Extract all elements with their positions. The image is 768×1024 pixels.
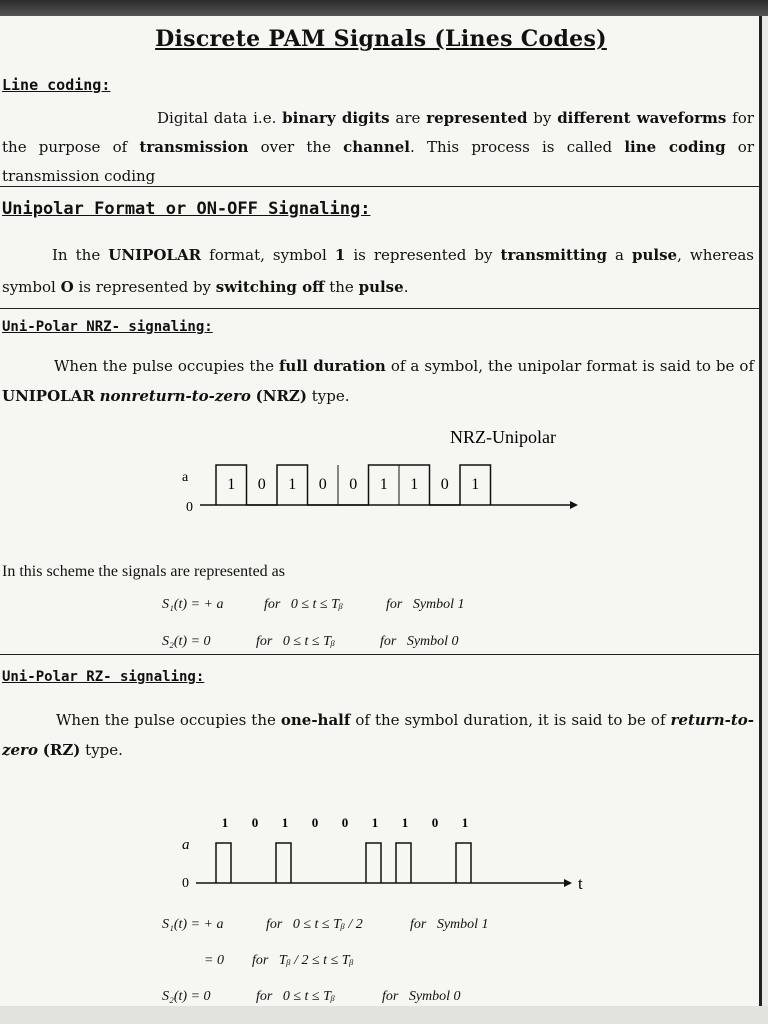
nrz-bit-label: 0 — [349, 476, 358, 493]
rz-level-a-label: a — [182, 837, 190, 853]
scan-edge-bottom — [0, 1006, 768, 1024]
nrz-pulse-group — [216, 465, 491, 505]
rz-pulse — [366, 843, 381, 883]
section-nrz — [0, 308, 762, 654]
nrz-level-0-label: 0 — [186, 500, 193, 515]
nrz-eq1-range: for 0 ≤ t ≤ Tᵦ — [264, 597, 343, 612]
rz-pulse — [216, 843, 231, 883]
nrz-bit-label: 0 — [318, 476, 327, 493]
rz-pulse — [456, 843, 471, 883]
nrz-eq1-lhs: S₁(t) = + a — [162, 597, 224, 612]
nrz-waveform-diagram — [170, 427, 600, 519]
heading-nrz: Uni-Polar NRZ- signaling: — [2, 319, 213, 335]
rz-pulse-group — [216, 815, 471, 883]
document-page — [0, 16, 762, 1006]
rz-bit-label: 0 — [341, 815, 349, 830]
nrz-eq1-symbol: for Symbol 1 — [386, 597, 465, 612]
nrz-scheme-intro: In this scheme the signals are represented as — [2, 563, 286, 580]
rz-waveform-diagram — [178, 815, 598, 901]
heading-unipolar: Unipolar Format or ON-OFF Signaling: — [2, 199, 371, 219]
rz-eq1-symbol: for Symbol 1 — [410, 917, 489, 932]
rz-pulse — [276, 843, 291, 883]
nrz-eq2-lhs: S₂(t) = 0 — [162, 634, 211, 649]
nrz-bit-label: 0 — [440, 476, 449, 493]
rz-bit-label: 0 — [251, 815, 259, 830]
section-unipolar — [0, 186, 762, 308]
nrz-bit-label: 0 — [257, 476, 266, 493]
paragraph-rz: When the pulse occupies the one-half of the symbol duration, it is said to be of return-to-zero (RZ) type. — [2, 711, 754, 759]
rz-bit-label: 0 — [431, 815, 439, 830]
rz-eq2-lhs: S₂(t) = 0 — [162, 989, 211, 1004]
rz-bit-label: 1 — [281, 815, 289, 830]
nrz-eq2-symbol: for Symbol 0 — [380, 634, 459, 649]
rz-bit-label: 1 — [371, 815, 379, 830]
rz-eq1-range: for 0 ≤ t ≤ Tᵦ / 2 — [266, 917, 363, 932]
paragraph-nrz: When the pulse occupies the full duration of a symbol, the unipolar format is said to be of UNIPOLAR nonreturn-to-zero (NRZ) type. — [2, 357, 754, 405]
nrz-bit-label: 1 — [379, 476, 388, 493]
rz-eq2-symbol: for Symbol 0 — [382, 989, 461, 1004]
scan-edge-top — [0, 0, 768, 16]
rz-level-0-label: 0 — [182, 876, 189, 891]
nrz-bit-label: 1 — [410, 476, 419, 493]
paragraph-line-coding: Digital data i.e. binary digits are represented by different waveforms for the purpose of transmission over the channel. This process is called line coding or transmission coding — [2, 109, 754, 185]
rz-eq2-range: for 0 ≤ t ≤ Tᵦ — [256, 989, 335, 1004]
nrz-bit-label: 1 — [471, 476, 480, 493]
heading-rz: Uni-Polar RZ- signaling: — [2, 669, 205, 685]
nrz-diagram-label: NRZ-Unipolar — [450, 427, 556, 447]
page-title: Discrete PAM Signals (Lines Codes) — [155, 26, 607, 52]
nrz-bit-label: 1 — [288, 476, 297, 493]
rz-eq1-lhs: S₁(t) = + a — [162, 917, 224, 932]
rz-eq1b-range: for Tᵦ / 2 ≤ t ≤ Tᵦ — [252, 953, 354, 968]
paragraph-unipolar: In the UNIPOLAR format, symbol 1 is represented by transmitting a pulse, whereas symbol O is represented by switching off the pulse. — [2, 246, 754, 296]
section-rz — [0, 654, 762, 1006]
rz-axis-label: t — [578, 874, 583, 893]
rz-bit-label: 1 — [221, 815, 229, 830]
nrz-bit-label: 1 — [227, 476, 236, 493]
nrz-eq2-range: for 0 ≤ t ≤ Tᵦ — [256, 634, 335, 649]
rz-eq1b-lhs: = 0 — [204, 953, 224, 968]
rz-bit-label: 0 — [311, 815, 319, 830]
rz-axis-arrow — [564, 879, 572, 887]
rz-bit-label: 1 — [461, 815, 469, 830]
rz-bit-label: 1 — [401, 815, 409, 830]
rz-pulse — [396, 843, 411, 883]
nrz-level-a-label: a — [182, 470, 189, 485]
nrz-axis-arrow — [570, 501, 578, 509]
heading-line-coding: Line coding: — [2, 76, 111, 94]
